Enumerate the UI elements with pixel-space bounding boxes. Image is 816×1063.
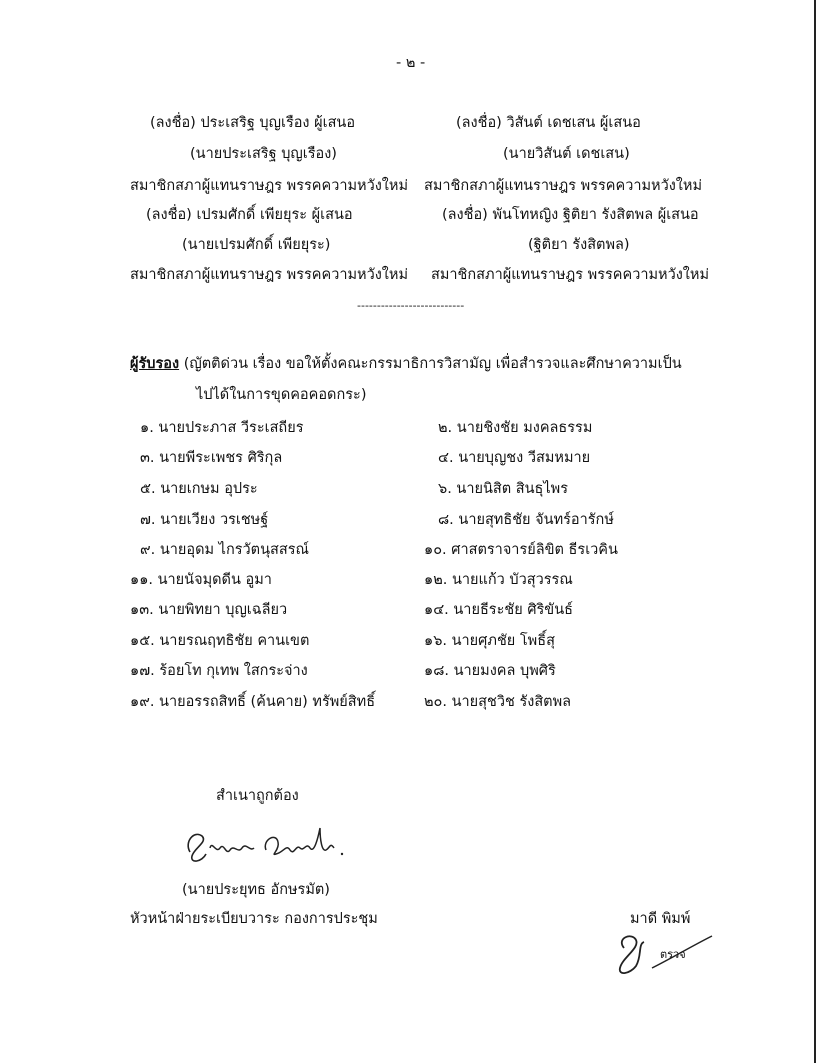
endorser-3: ๓. นายพีระเพชร ศิริกุล	[140, 450, 283, 466]
proposer-1-name: (นายประเสริฐ บุญเรือง)	[190, 146, 337, 162]
endorser-15: ๑๕. นายรณฤทธิชัย คานเขต	[130, 633, 310, 649]
endorser-17: ๑๗. ร้อยโท กุเทพ ใสกระจ่าง	[130, 663, 308, 679]
endorser-18: ๑๘. นายมงคล บุพศิริ	[424, 663, 556, 679]
endorsers-subject-line-1: (ญัตติด่วน เรื่อง ขอให้ตั้งคณะกรรมาธิการวิสามัญ เพื่อสำรวจและศึกษาความเป็น	[183, 356, 682, 372]
proposer-1-signature-line: (ลงชื่อ) ประเสริฐ บุญเรือง ผู้เสนอ	[150, 115, 356, 131]
section-divider: ---------------------------	[357, 299, 465, 312]
endorser-7: ๗. นายเวียง วรเชษฐ์	[140, 512, 269, 528]
endorser-5: ๕. นายเกษม อุประ	[140, 481, 258, 497]
endorser-11: ๑๑. นายนัจมุดดีน อูมา	[130, 572, 272, 588]
endorser-16: ๑๖. นายศุภชัย โพธิ์สุ	[424, 633, 555, 649]
endorser-20: ๒๐. นายสุชวิช รังสิตพล	[424, 694, 572, 710]
page-number: - ๒ -	[396, 55, 426, 71]
handwritten-signature	[180, 818, 350, 870]
endorser-2: ๒. นายชิงชัย มงคลธรรม	[438, 420, 593, 436]
certifier-title: หัวหน้าฝ่ายระเบียบวาระ กองการประชุม	[130, 911, 378, 927]
certification-label: สำเนาถูกต้อง	[216, 788, 299, 804]
endorser-10: ๑๐. ศาสตราจารย์ลิขิต ธีรเวคิน	[424, 542, 618, 558]
endorser-4: ๔. นายบุญชง วีสมหมาย	[438, 450, 591, 466]
endorsers-heading: ผู้รับรอง	[130, 356, 180, 372]
endorser-14: ๑๔. นายธีระชัย ศิริขันธ์	[424, 602, 573, 618]
typist-label: มาดี พิมพ์	[630, 911, 691, 927]
proposer-3-position: สมาชิกสภาผู้แทนราษฎร พรรคความหวังใหม่	[130, 267, 409, 283]
proposer-2-signature-line: (ลงชื่อ) วิสันต์ เดชเสน ผู้เสนอ	[456, 115, 641, 131]
endorsers-subject-line-2: ไปได้ในการขุดคอคอดกระ)	[196, 387, 367, 403]
endorser-19: ๑๙. นายอรรถสิทธิ์ (ค้นคาย) ทรัพย์สิทธิ์	[130, 694, 376, 710]
endorsers-heading-line	[130, 354, 682, 374]
endorser-9: ๙. นายอุดม ไกรวัตนุสสรณ์	[140, 542, 309, 558]
endorser-13: ๑๓. นายพิทยา บุญเฉลียว	[130, 602, 288, 618]
certifier-name: (นายประยุทธ อักษรมัต)	[182, 882, 330, 898]
proposer-3-name: (นายเปรมศักดิ์ เพียยุระ)	[182, 237, 331, 253]
proposer-2-position: สมาชิกสภาผู้แทนราษฎร พรรคความหวังใหม่	[424, 178, 703, 194]
proposer-1-position: สมาชิกสภาผู้แทนราษฎร พรรคความหวังใหม่	[130, 178, 409, 194]
proposer-2-name: (นายวิสันต์ เดชเสน)	[503, 146, 630, 162]
proposer-3-signature-line: (ลงชื่อ) เปรมศักดิ์ เพียยุระ ผู้เสนอ	[146, 207, 353, 223]
proposer-4-position: สมาชิกสภาผู้แทนราษฎร พรรคความหวังใหม่	[431, 267, 710, 283]
endorser-8: ๘. นายสุทธิชัย จันทร์อารักษ์	[438, 512, 614, 528]
endorser-6: ๖. นายนิสิต สินธุไพร	[438, 481, 569, 497]
endorser-12: ๑๒. นายแก้ว บัวสุวรรณ	[424, 572, 573, 588]
proposer-4-name: (ฐิติยา รังสิตพล)	[528, 237, 630, 253]
endorser-1: ๑. นายประภาส วีระเสถียร	[140, 420, 304, 436]
proposer-4-signature-line: (ลงชื่อ) พันโทหญิง ฐิติยา รังสิตพล ผู้เสนอ	[442, 207, 699, 223]
checker-label: ตรวจ	[660, 948, 686, 961]
